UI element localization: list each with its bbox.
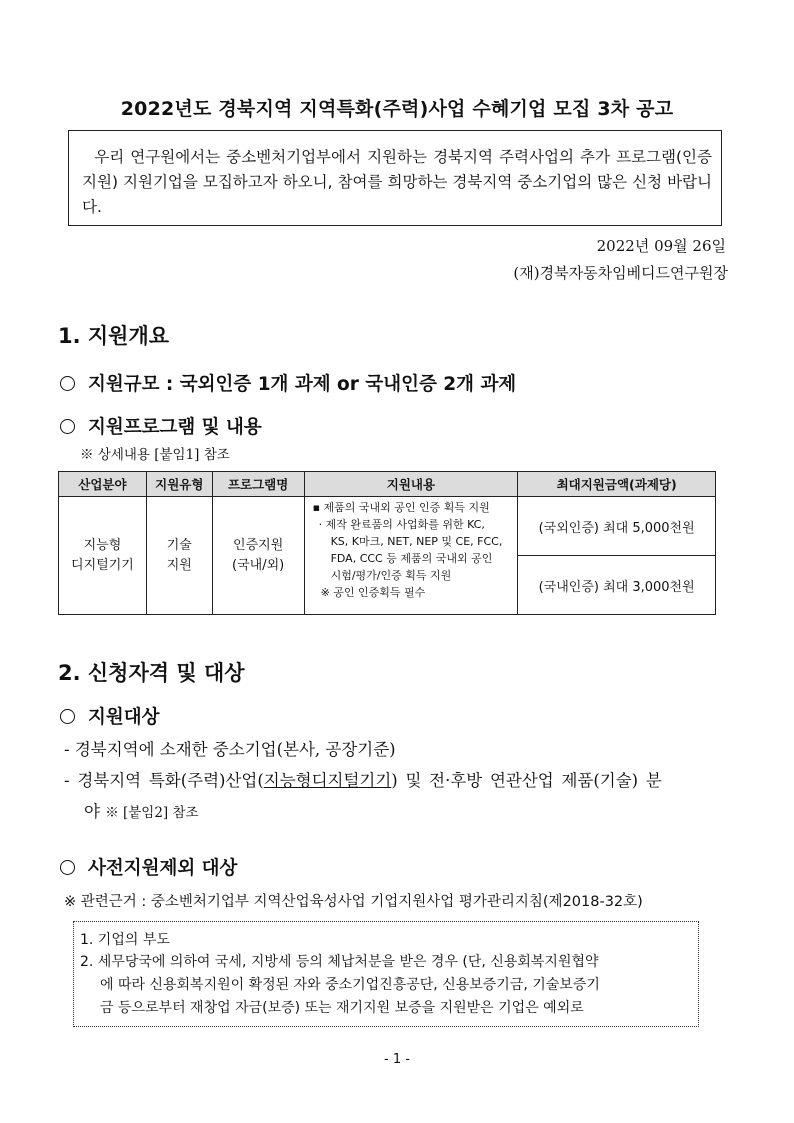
support-table — [58, 471, 716, 615]
amount-cell-overseas: (국외인증) 최대 5,000천원 — [518, 497, 716, 556]
exclusion-heading — [60, 854, 237, 880]
industry-line: 지능형 — [83, 537, 122, 553]
support-program — [60, 413, 262, 439]
list-item: 1. 기업의 부도 — [80, 932, 170, 948]
industry-line: 디지털기기 — [71, 557, 134, 573]
target-heading-text: 지원대상 — [88, 707, 160, 728]
table-header: 지원내용 — [304, 472, 518, 497]
intro-paragraph: 우리 연구원에서는 중소벤처기업부에서 지원하는 경북지역 주력사업의 추가 프로그램(인증지원) 지원기업을 모집하고자 하오니, 참여를 희망하는 경북지역 중소기업의 많은 신청 바랍니다. — [82, 148, 712, 216]
content-line: FDA, CCC 등 제품의 국내외 공인 — [330, 552, 493, 565]
table-header: 프로그램명 — [212, 472, 304, 497]
content-line: KS, K마크, NET, NEP 및 CE, FCC, — [330, 535, 503, 548]
support-type-line: 지원 — [166, 557, 192, 573]
support-scale-text: 지원규모 : 국외인증 1개 과제 or 국내인증 2개 과제 — [88, 374, 517, 395]
target-item-2-note: ※ [붙임2] 참조 — [105, 805, 199, 821]
document-title: 2022년도 경북지역 지역특화(주력)사업 수혜기업 모집 3차 공고 — [120, 98, 674, 120]
target-item-2-pre: - 경북지역 특화(주력)산업( — [64, 771, 264, 790]
target-item-2-underlined: 지능형디지털기기 — [263, 771, 392, 790]
list-item: 2. 세무당국에 의하여 국세, 지방세 등의 체납처분을 받은 경우 (단, 신용회복지원협약 — [80, 954, 599, 970]
program-name-line: 인증지원 — [233, 537, 284, 553]
content-line: ▪ 제품의 국내외 공인 인증 획득 지원 — [312, 501, 490, 514]
amount-cell-domestic: (국내인증) 최대 3,000천원 — [518, 556, 716, 615]
support-type-line: 기술 — [166, 537, 192, 553]
table-header: 산업분야 — [59, 472, 147, 497]
table-header-row — [59, 472, 716, 497]
target-item-2-cont — [84, 798, 199, 822]
program-name-line: (국내/외) — [232, 557, 285, 573]
intro-text — [82, 145, 712, 220]
circle-bullet-icon — [60, 860, 75, 875]
section1-heading: 1. 지원개요 — [58, 324, 170, 348]
circle-bullet-icon — [60, 419, 75, 434]
table-header: 최대지원금액(과제당) — [518, 472, 716, 497]
support-type-cell — [146, 497, 212, 615]
target-item-2 — [64, 767, 740, 791]
support-scale — [60, 370, 516, 396]
organization-name: (재)경북자동차임베디드연구원장 — [513, 264, 728, 282]
content-line: 시험/평가/인증 획득 지원 — [330, 569, 452, 582]
target-heading — [60, 703, 159, 729]
section2-heading: 2. 신청자격 및 대상 — [58, 661, 245, 685]
support-content-cell — [304, 497, 518, 615]
target-item-2-post: ) 및 전·후방 연관산업 제품(기술) 분 — [391, 771, 662, 790]
page-number: - 1 - — [384, 1052, 410, 1067]
content-line: · 제작 완료품의 사업화를 위한 KC, — [318, 518, 485, 531]
program-note: ※ 상세내용 [붙임1] 참조 — [80, 447, 230, 463]
target-item-1: - 경북지역에 소재한 중소기업(본사, 공장기준) — [64, 740, 396, 759]
program-name-cell — [212, 497, 304, 615]
list-item: 에 따라 신용회복지원이 확정된 자와 중소기업진흥공단, 신용보증기금, 기술보증기 — [100, 977, 600, 993]
basis-note: ※ 관련근거 : 중소벤처기업부 지역산업육성사업 기업지원사업 평가관리지침(제2018-32호) — [64, 894, 643, 910]
industry-cell — [59, 497, 147, 615]
target-item-2-cont-text: 야 — [84, 802, 100, 821]
table-row — [59, 497, 716, 556]
content-line: ※ 공인 인증획득 필수 — [320, 586, 426, 599]
exclusion-heading-text: 사전지원제외 대상 — [88, 858, 238, 879]
table-header: 지원유형 — [146, 472, 212, 497]
list-item: 금 등으로부터 재창업 자금(보증) 또는 재기지원 보증을 지원받은 기업은 예외로 — [100, 1000, 584, 1016]
announcement-date: 2022년 09월 26일 — [596, 237, 726, 255]
support-program-text: 지원프로그램 및 내용 — [88, 417, 262, 438]
circle-bullet-icon — [60, 709, 75, 724]
circle-bullet-icon — [60, 376, 75, 391]
